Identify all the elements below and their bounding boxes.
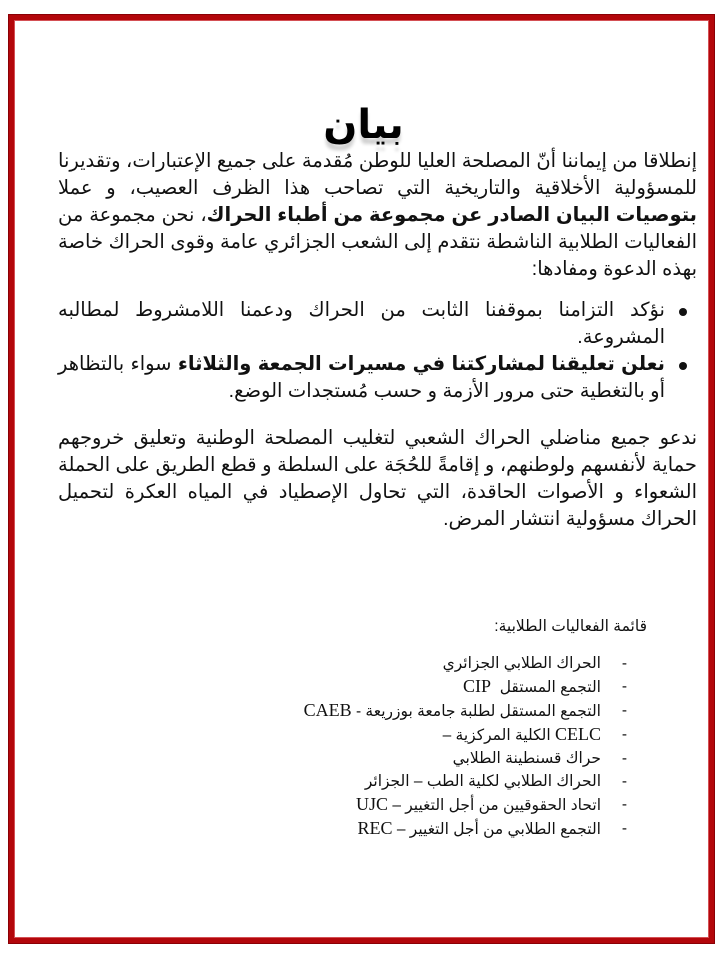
document-title: بيان xyxy=(323,101,404,148)
intro-text-part2: ، نحن مجموعة من الفعاليات الطلابية الناشطة نتقدم إلى الشعب الجزائري عامة وقوى الحراك خاصة بهذه الدعوة ومفادها: xyxy=(58,204,697,280)
organizations-list xyxy=(207,652,647,841)
organization-name: حراك قسنطينة الطلابي xyxy=(452,750,601,767)
student-organizations-section xyxy=(207,615,647,841)
organization-item xyxy=(207,817,627,841)
organization-item xyxy=(207,652,627,675)
organization-acronym: CIP xyxy=(463,676,492,696)
bullet-item xyxy=(58,297,687,351)
intro-text-part1: إنطلاقا من إيماننا أنّ المصلحة العليا للوطن مُقدمة على جميع الإعتبارات، وتقديرنا للمسؤولية الأخلاقية والتاريخية التي تصاحب هذا الظرف العصيب، و عملا xyxy=(58,150,697,199)
bullet-text: سواء بالتظاهر أو بالتغطية حتى مرور الأزمة و حسب مُستجدات الوضع. xyxy=(58,353,665,402)
organization-acronym: CAEB xyxy=(303,700,352,720)
organization-name: اتحاد الحقوقيين من أجل التغيير – xyxy=(392,797,601,814)
dash-marker-icon: - xyxy=(621,796,627,813)
dash-marker-icon: - xyxy=(621,702,627,719)
intro-paragraph xyxy=(58,148,697,283)
bullet-dot-icon xyxy=(679,308,687,316)
dash-marker-icon: - xyxy=(621,750,627,767)
bullet-text: نؤكد التزامنا بموقفنا الثابت من الحراك ودعمنا اللامشروط لمطالبه المشروعة. xyxy=(58,299,665,348)
bullet-item xyxy=(58,351,687,405)
intro-text-bold: بتوصيات البيان الصادر عن مجموعة من أطباء الحراك xyxy=(206,204,697,226)
organization-item xyxy=(207,747,627,770)
organization-acronym: CELC xyxy=(554,724,601,744)
organization-name: التجمع المستقل xyxy=(499,679,601,696)
organization-name: التجمع المستقل لطلبة جامعة بوزريعة - xyxy=(355,703,601,720)
dash-marker-icon: - xyxy=(621,820,627,837)
organization-item xyxy=(207,793,627,817)
organization-item xyxy=(207,675,627,699)
organization-item xyxy=(207,723,627,747)
bullet-list xyxy=(58,297,697,405)
organizations-list-heading: قائمة الفعاليات الطلابية: xyxy=(494,618,647,635)
dash-marker-icon: - xyxy=(621,773,627,790)
organization-name: الحراك الطلابي لكلية الطب – الجزائر xyxy=(364,773,601,790)
organization-item xyxy=(207,770,627,793)
organization-name: الكلية المركزية – xyxy=(442,727,551,744)
organization-acronym: REC xyxy=(357,818,393,838)
call-paragraph: ندعو جميع مناضلي الحراك الشعبي لتغليب المصلحة الوطنية وتعليق خروجهم حماية لأنفسهم ولوطنهم، و إقامةً للحُجَة على السلطة و قطع الطريق على الحملة الشعواء و الأصوات الحاقدة، التي تحاول الإصطياد في المياه العكرة لتحميل الحراك مسؤولية انتشار المرض. xyxy=(58,427,697,530)
bullet-dot-icon xyxy=(679,362,687,370)
bullet-bold-text: نعلن تعليقنا لمشاركتنا في مسيرات الجمعة والثلاثاء xyxy=(177,353,665,375)
statement-body xyxy=(58,148,697,533)
organization-name: التجمع الطلابي من أجل التغيير – xyxy=(396,821,601,838)
organization-item xyxy=(207,699,627,723)
organization-acronym: UJC xyxy=(356,794,389,814)
dash-marker-icon: - xyxy=(621,678,627,695)
dash-marker-icon: - xyxy=(621,726,627,743)
dash-marker-icon: - xyxy=(621,655,627,672)
organization-name: الحراك الطلابي الجزائري xyxy=(442,655,601,672)
